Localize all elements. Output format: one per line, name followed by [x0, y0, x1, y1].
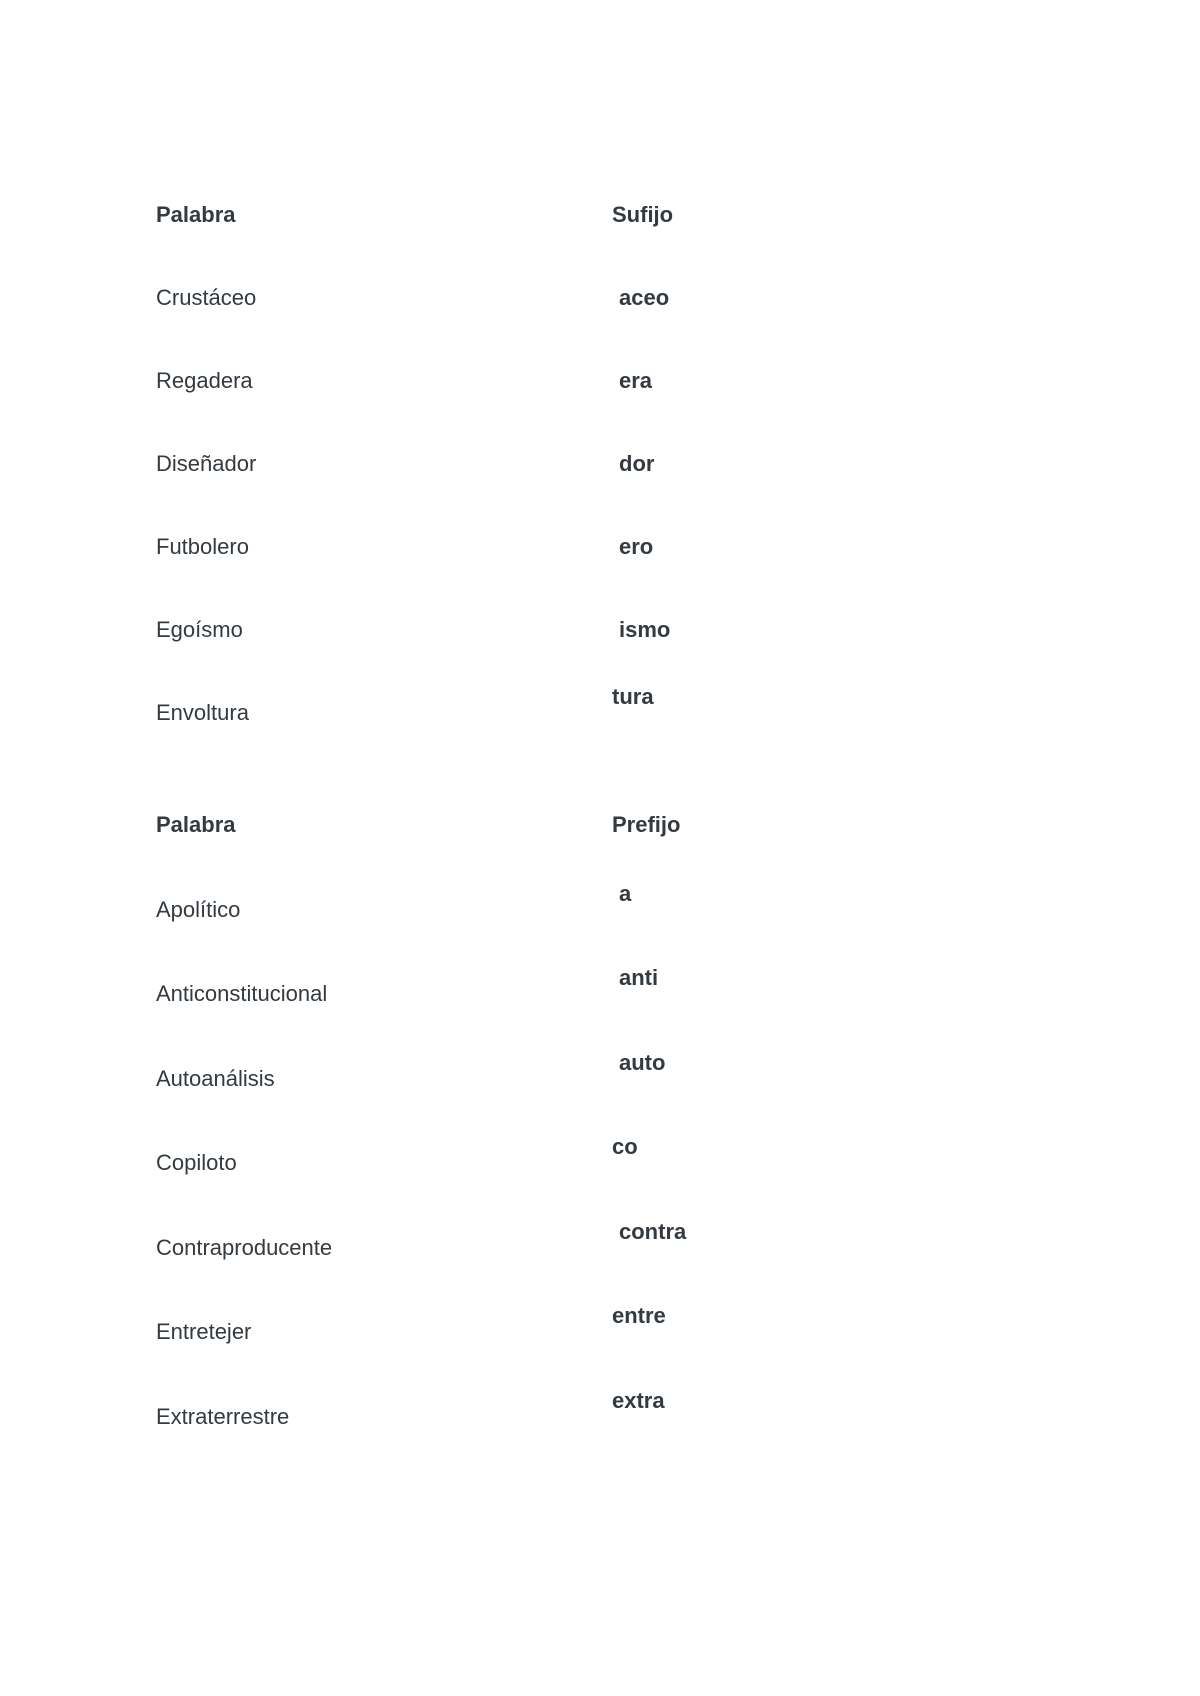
table-row: [156, 364, 1056, 447]
suffix-cell: era: [619, 368, 653, 393]
table-row: [156, 1218, 1056, 1316]
word-column-header: Palabra: [156, 202, 236, 227]
word-cell: Copiloto: [156, 1150, 237, 1175]
word-cell: Anticonstitucional: [156, 981, 328, 1006]
table-row: [156, 281, 1056, 364]
prefix-cell: anti: [619, 965, 659, 990]
prefix-cell: auto: [619, 1049, 666, 1075]
word-cell: Envoltura: [156, 700, 249, 725]
word-cell: Regadera: [156, 368, 253, 393]
word-cell: Crustáceo: [156, 285, 257, 310]
suffix-cell: dor: [619, 451, 655, 476]
prefix-table-header: [156, 808, 1056, 893]
table-row: [156, 447, 1056, 530]
table-row: [156, 1387, 1056, 1485]
table-row: [156, 1134, 1056, 1231]
word-cell: Futbolero: [156, 534, 249, 559]
prefix-cell: co: [612, 1134, 638, 1159]
word-cell: Diseñador: [156, 451, 257, 476]
suffix-column-header: Sufijo: [612, 202, 674, 227]
prefix-column-header: Prefijo: [612, 812, 681, 837]
table-row: [156, 1303, 1056, 1400]
prefix-cell: a: [619, 880, 632, 906]
prefix-cell: extra: [612, 1387, 665, 1413]
table-row: [156, 684, 1056, 779]
word-cell: Apolítico: [156, 896, 241, 922]
table-row: [156, 613, 1056, 696]
suffix-cell: aceo: [619, 285, 670, 310]
suffix-cell: tura: [612, 684, 654, 709]
word-column-header: Palabra: [156, 812, 236, 837]
suffix-table: [156, 198, 1056, 779]
word-cell: Extraterrestre: [156, 1403, 290, 1429]
prefix-cell: contra: [619, 1218, 687, 1244]
prefix-cell: entre: [612, 1303, 666, 1328]
word-cell: Contraproducente: [156, 1234, 333, 1260]
word-cell: Autoanálisis: [156, 1065, 275, 1091]
suffix-cell: ismo: [619, 617, 671, 642]
table-row: [156, 1049, 1056, 1147]
table-row: [156, 530, 1056, 613]
prefix-table: [156, 808, 1056, 1484]
table-row: [156, 965, 1056, 1062]
suffix-table-header: [156, 198, 1056, 281]
table-row: [156, 880, 1056, 978]
word-cell: Egoísmo: [156, 617, 243, 642]
word-cell: Entretejer: [156, 1319, 252, 1344]
suffix-cell: ero: [619, 534, 654, 559]
